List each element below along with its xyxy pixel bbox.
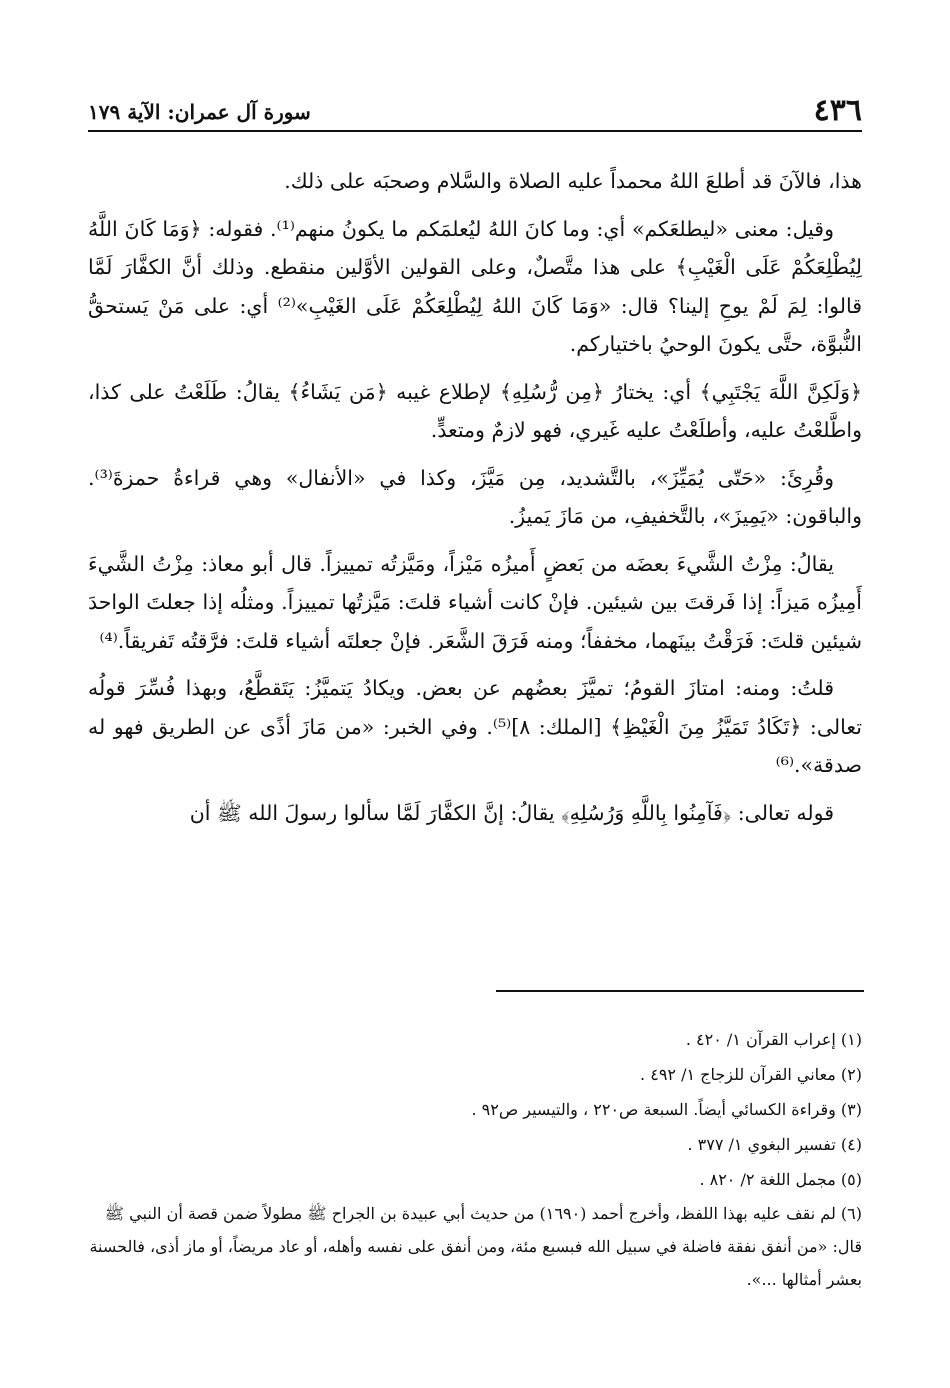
- footnote: (٥) مجمل اللغة ٢/ ٨٢٠ .: [699, 1170, 862, 1189]
- body-text: [88, 162, 862, 841]
- paragraph: وقُرِئَ: «حَتّى يُمَيِّزَ»، بالتَّشديد، مِن مَيَّزَ، وكذا في «الأنفال» وهي قراءةُ حمزةَ⁽³⁾. والباقون: «يَمِيزَ»، بالتَّخفيفِ، من مَازَ يَميزُ.: [88, 465, 862, 528]
- footnote: (٤) تفسير البغوي ١/ ٣٧٧ .: [687, 1135, 862, 1154]
- paragraph: يقالُ: مِزْتُ الشَّيءَ بعضَه من بَعضٍ أَميزُه مَيْزاً، ومَيَّزتُه تمييزاً. قال أبو معاذ: مِزْتُ الشَّيءَ أَمِيزُه مَيزاً: إذا فَرقتَ بين شيئين. فإنْ كانت أشياء قلتَ: مَيَّزتُها تمييزاً. ومثلُه إذا جعلتَ الواحدَ شيئين قلتَ: فَرَقْتُ بينَهما، مخففاً؛ ومنه فَرَقَ الشَّعَر. فإنْ جعلتَه أشياء قلتَ: فرَّقتُه تَفريقاً.⁽⁴⁾: [88, 551, 862, 653]
- footnote: (١) إعراب القرآن ١/ ٤٢٠ .: [685, 1030, 862, 1049]
- page-header: [88, 92, 862, 126]
- footnote: (٣) وقراءة الكسائي أيضاً. السبعة ص٢٢٠ ، والتيسير ص٩٢ .: [471, 1100, 862, 1119]
- paragraph: قلتُ: ومنه: امتازَ القومُ؛ تميَّزَ بعضُهم عن بعض. ويكادُ يَتميَّزُ: يَتَقطَّعُ، وبهذا فُسِّرَ قولُه تعالى: ﴿تَكَادُ تَمَيَّزُ مِنَ الْغَيْظِ﴾ [الملك: ٨]⁽⁵⁾. وفي الخبر: «من مَازَ أذًى عن الطريق فهو له صدقة».⁽⁶⁾: [88, 676, 863, 777]
- running-head: سورة آل عمران: الآية ١٧٩: [88, 100, 311, 124]
- paragraph: ﴿وَلَكِنَّ اللَّهَ يَجْتَبِي﴾ أي: يختارُ ﴿مِن رُّسُلِهِ﴾ لإطلاع غيبه ﴿مَن يَشَاءُ﴾ يقالُ: طَلَعْتُ على كذا، واطَّلعْتُ عليه، وأطلَعْتُ عليه غَيري، فهو لازمٌ ومتعدٍّ.: [88, 379, 862, 442]
- paragraph: قوله تعالى: ﴿فَآمِنُوا بِاللَّهِ وَرُسُلِهِ﴾ يقالُ: إنَّ الكفَّارَ لَمَّا سألوا رسولَ الله ﷺ أن: [189, 800, 834, 825]
- paragraph: هذا، فالآنَ قد أطلعَ اللهُ محمداً عليه الصلاة والسَّلام وصحبَه على ذلك.: [284, 169, 862, 193]
- page-number: ٤٣٦: [813, 93, 862, 128]
- paragraph: وقيل: معنى «ليطلعَكم» أي: وما كانَ اللهُ ليُعلمَكم ما يكونُ منهم⁽¹⁾. فقوله: ﴿وَمَا كَانَ اللَّهُ لِيُطْلِعَكُمْ عَلَى الْغَيْبِ﴾ على هذا متَّصلٌ، وعلى القولين الأوَّلين منقطع. وذلك أنَّ الكفَّارَ لَمَّا قالوا: لِمَ لَمْ يوحِ إلينا؟ قال: «وَمَا كَانَ اللهُ لِيُطْلِعَكُمْ عَلَى الغَيْبِ»⁽²⁾ أي: على مَنْ يَستحقُّ النُّبوَّة، حتَّى يكونَ الوحيُ باختياركم.: [88, 216, 862, 356]
- footnote: (٦) لم نقف عليه بهذا اللفظ، وأخرج أحمد (١٦٩٠) من حديث أبي عبيدة بن الجراح ﷺ مطولاً ضمن قصة أن النبي ﷺ قال: «من أنفق نفقة فاضلة في سبيل الله فبسبع مئة، ومن أنفق على نفسه وأهله، أو عاد مريضاً، أو ماز أذى، فالحسنة بعشر أمثالها ...».: [89, 1204, 862, 1289]
- footnotes: [88, 1022, 862, 1296]
- footnote: (٢) معاني القرآن للزجاج ١/ ٤٩٢ .: [640, 1065, 862, 1084]
- footnote-separator: [496, 990, 864, 992]
- header-rule: [88, 130, 862, 132]
